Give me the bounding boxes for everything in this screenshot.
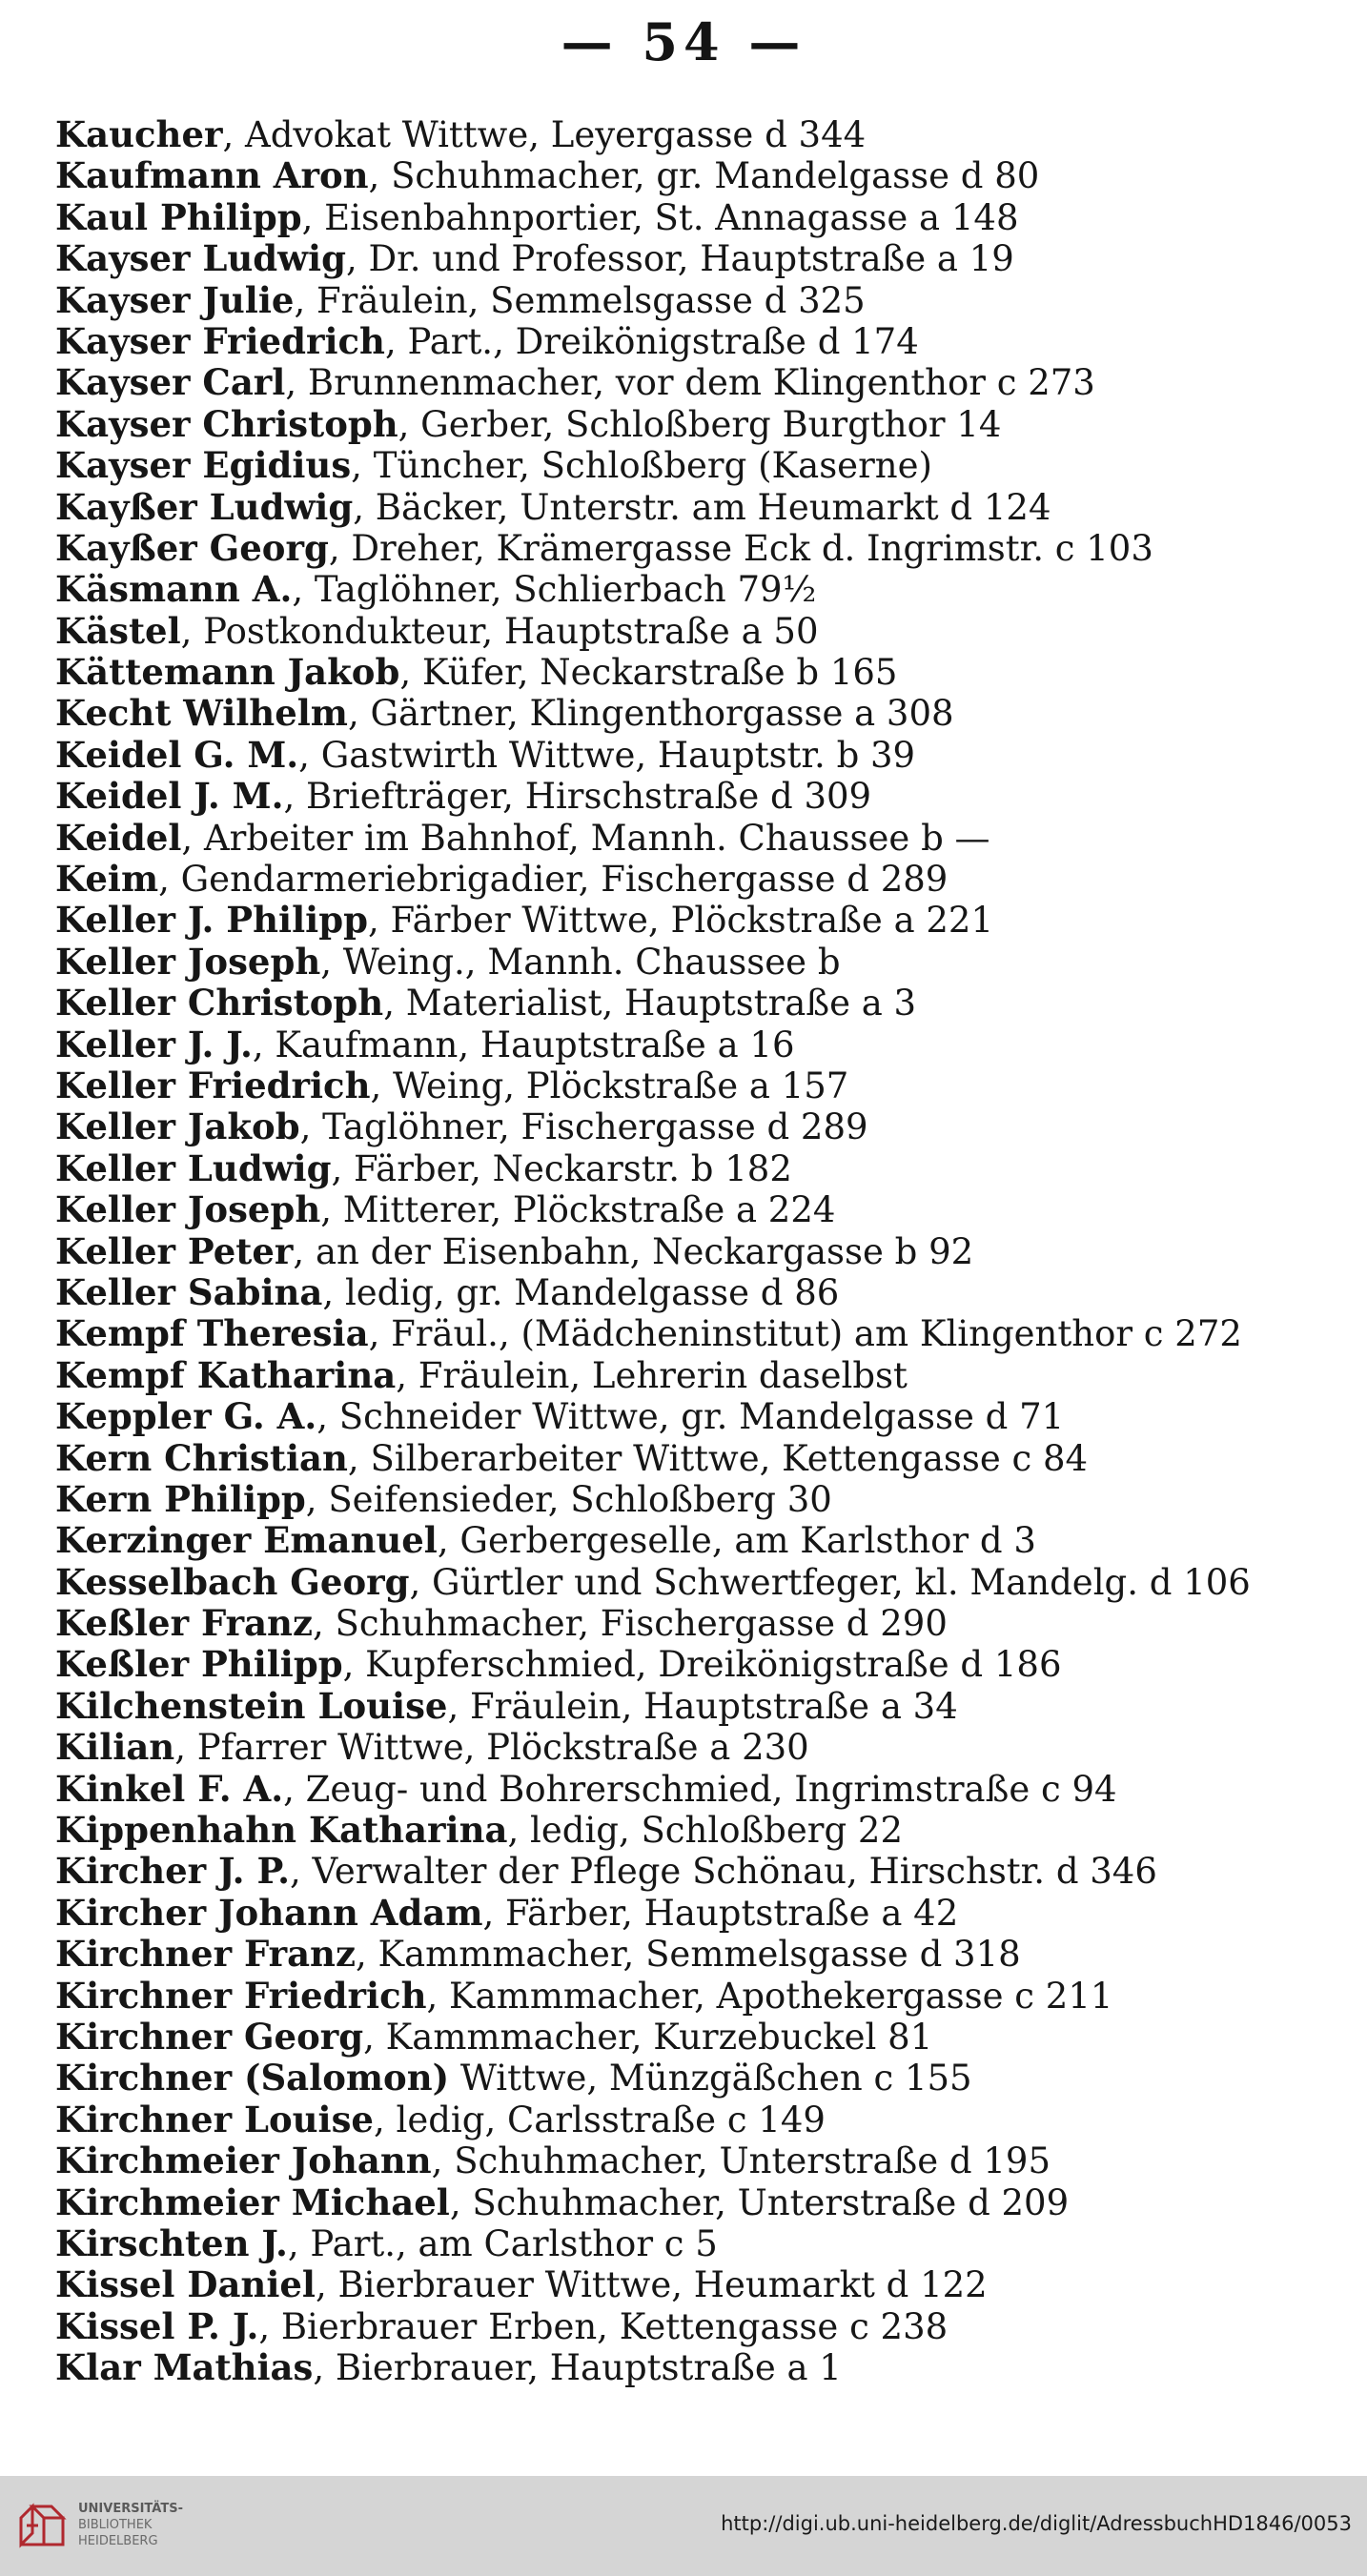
directory-entry [55, 942, 1323, 983]
entry-details: , Arbeiter im Bahnhof, Mannh. Chaussee b — [181, 817, 990, 859]
entry-name: Keidel G. M. [55, 734, 299, 776]
directory-entry [55, 280, 1323, 321]
entry-details: , Briefträger, Hirschstraße d 309 [283, 776, 872, 818]
directory-entry [55, 1769, 1323, 1810]
entry-details: , Kaufmann, Hauptstraße a 16 [252, 1024, 795, 1065]
directory-entry [55, 1272, 1323, 1313]
directory-entry [55, 114, 1323, 155]
entry-name: Kern Christian [55, 1437, 348, 1479]
entry-name: Kempf Katharina [55, 1354, 397, 1396]
entry-name: Keller J. Philipp [55, 900, 368, 942]
directory-entry [55, 197, 1323, 238]
source-url-link[interactable]: http://digi.ub.uni-heidelberg.de/diglit/AdressbuchHD1846/0053 [721, 2512, 1352, 2535]
entry-details: , an der Eisenbahn, Neckargasse b 92 [293, 1230, 974, 1272]
directory-entry [55, 1934, 1323, 1975]
entry-details: , ledig, Schloßberg 22 [507, 1810, 903, 1852]
library-footer [0, 2476, 1367, 2576]
directory-entry [55, 1024, 1323, 1065]
entry-details: , Kammmacher, Kurzebuckel 81 [363, 2016, 933, 2058]
directory-entry [55, 321, 1323, 362]
entry-name: Keppler G. A. [55, 1396, 317, 1438]
directory-entry [55, 818, 1323, 859]
entry-details: , Fräulein, Lehrerin daselbst [396, 1354, 908, 1396]
entry-details: , Küfer, Neckarstraße b 165 [399, 652, 898, 694]
entry-name: Keßler Franz [55, 1603, 313, 1645]
directory-entry [55, 445, 1323, 486]
directory-entry [55, 2058, 1323, 2099]
entry-details: , Taglöhner, Schlierbach 79½ [292, 569, 817, 611]
entry-details: , Zeug- und Bohrerschmied, Ingrimstraße c 94 [283, 1768, 1117, 1810]
directory-entry [55, 1851, 1323, 1892]
entry-name: Keller Christoph [55, 983, 384, 1024]
entry-details: , Gendarmeriebrigadier, Fischergasse d 289 [158, 859, 949, 901]
entry-name: Kempf Theresia [55, 1313, 369, 1355]
entry-name: Kirchner Georg [55, 2016, 364, 2058]
entry-name: Kissel Daniel [55, 2264, 316, 2306]
entry-name: Kerzinger Emanuel [55, 1520, 438, 1562]
entry-name: Kirchner Friedrich [55, 1975, 427, 2017]
entry-name: Kirschten J. [55, 2222, 288, 2264]
directory-entry [55, 2182, 1323, 2223]
directory-entry [55, 2017, 1323, 2058]
directory-entry [55, 693, 1323, 734]
entry-details: , Färber, Hauptstraße a 42 [482, 1892, 959, 1934]
directory-entry [55, 1644, 1323, 1685]
entry-name: Kesselbach Georg [55, 1561, 410, 1603]
entry-details: , Verwalter der Pflege Schönau, Hirschstr. d 346 [290, 1851, 1157, 1893]
directory-entry [55, 983, 1323, 1024]
directory-entry [55, 1438, 1323, 1479]
entry-details: , Kupferschmied, Dreikönigstraße d 186 [342, 1644, 1062, 1686]
entry-details: , Bierbrauer, Hauptstraße a 1 [313, 2347, 842, 2389]
directory-entry [55, 1810, 1323, 1851]
entry-name: Keim [55, 859, 159, 901]
page-number: — 54 — [561, 11, 806, 72]
directory-entry [55, 2099, 1323, 2140]
entry-details: , Färber Wittwe, Plöckstraße a 221 [367, 900, 994, 942]
entry-name: Kättemann Jakob [55, 652, 400, 694]
directory-entry [55, 155, 1323, 196]
directory-entry [55, 238, 1323, 279]
directory-entry [55, 900, 1323, 941]
entry-name: Keller Jakob [55, 1106, 300, 1148]
university-library-logo-icon [13, 2497, 71, 2554]
directory-entry [55, 487, 1323, 528]
entry-details: , Materialist, Hauptstraße a 3 [383, 983, 917, 1024]
entry-name: Kaul Philipp [55, 196, 302, 238]
directory-entry [55, 611, 1323, 652]
entry-name: Kayser Egidius [55, 445, 352, 487]
library-name-line2: BIBLIOTHEK [78, 2518, 153, 2532]
entry-name: Kirchmeier Johann [55, 2140, 432, 2182]
directory-entry [55, 1355, 1323, 1396]
entry-name: Kirchner (Salomon) [55, 2058, 450, 2099]
directory-entry [55, 1727, 1323, 1768]
entry-name: Kirchner Louise [55, 2099, 374, 2140]
entry-details: , Gastwirth Wittwe, Hauptstr. b 39 [298, 734, 916, 776]
entry-details: , Part., Dreikönigstraße d 174 [384, 320, 919, 362]
directory-entry [55, 1065, 1323, 1106]
entry-name: Kayser Ludwig [55, 238, 346, 280]
directory-entry [55, 1520, 1323, 1561]
entry-details: , Kammmacher, Apothekergasse c 211 [426, 1975, 1113, 2017]
entry-name: Keidel [55, 817, 182, 859]
directory-entry [55, 1562, 1323, 1603]
directory-entry [55, 528, 1323, 569]
library-name-line3: HEIDELBERG [78, 2534, 158, 2548]
entry-details: , Mitterer, Plöckstraße a 224 [320, 1189, 836, 1231]
entry-details: , Fräulein, Hauptstraße a 34 [447, 1685, 958, 1727]
directory-entry [55, 1976, 1323, 2017]
entry-details: , Advokat Wittwe, Leyergasse d 344 [222, 114, 867, 155]
entry-details: , Part., am Carlsthor c 5 [287, 2222, 718, 2264]
directory-entry [55, 1479, 1323, 1520]
entry-name: Käsmann A. [55, 569, 293, 611]
entry-details: , Schuhmacher, Fischergasse d 290 [312, 1603, 948, 1645]
directory-entry [55, 362, 1323, 403]
entry-name: Kilian [55, 1727, 175, 1769]
entry-details: , Bierbrauer Erben, Kettengasse c 238 [258, 2305, 949, 2347]
directory-entry [55, 1893, 1323, 1934]
entry-details: , Bäcker, Unterstr. am Heumarkt d 124 [353, 486, 1051, 528]
entry-name: Klar Mathias [55, 2347, 314, 2389]
entry-name: Kircher J. P. [55, 1851, 291, 1893]
directory-entry [55, 735, 1323, 776]
entry-name: Kaufmann Aron [55, 155, 369, 197]
entry-details: , Dr. und Professor, Hauptstraße a 19 [345, 238, 1014, 280]
entry-details: , Weing., Mannh. Chaussee b [320, 941, 841, 983]
entry-details: , Tüncher, Schloßberg (Kaserne) [351, 445, 932, 487]
entry-details: , Gärtner, Klingenthorgasse a 308 [347, 693, 954, 735]
directory-entry [55, 2264, 1323, 2305]
directory-entry [55, 1106, 1323, 1147]
entry-details: , Taglöhner, Fischergasse d 289 [299, 1106, 868, 1148]
directory-entry [55, 2223, 1323, 2264]
directory-entry [55, 2347, 1323, 2388]
entry-details: , Postkondukteur, Hauptstraße a 50 [180, 610, 819, 652]
entry-name: Kayser Carl [55, 362, 286, 404]
directory-entry [55, 2140, 1323, 2181]
entry-details: , Schuhmacher, Unterstraße d 195 [431, 2140, 1051, 2182]
directory-entry [55, 1396, 1323, 1437]
directory-entry [55, 859, 1323, 900]
entry-name: Keller Joseph [55, 941, 321, 983]
entry-name: Keller Friedrich [55, 1065, 371, 1106]
directory-entries [55, 114, 1323, 2388]
entry-details: , Schuhmacher, gr. Mandelgasse d 80 [368, 155, 1040, 197]
entry-details: , Fräul., (Mädcheninstitut) am Klingenthor c 272 [368, 1313, 1242, 1355]
entry-name: Keller Ludwig [55, 1147, 332, 1189]
library-name [78, 2501, 183, 2549]
entry-details: , Gerbergeselle, am Karlsthor d 3 [437, 1520, 1036, 1562]
directory-entry [55, 1313, 1323, 1354]
entry-name: Kinkel F. A. [55, 1768, 284, 1810]
entry-name: Keller J. J. [55, 1024, 253, 1065]
entry-name: Kayser Julie [55, 279, 295, 321]
entry-name: Kissel P. J. [55, 2305, 259, 2347]
entry-details: , Weing, Plöckstraße a 157 [370, 1065, 849, 1106]
entry-details: , Schuhmacher, Unterstraße d 209 [449, 2181, 1070, 2223]
entry-details: , Seifensieder, Schloßberg 30 [305, 1478, 832, 1520]
directory-entry [55, 2306, 1323, 2347]
entry-name: Keßler Philipp [55, 1644, 343, 1686]
directory-entry [55, 569, 1323, 610]
entry-details: , Silberarbeiter Wittwe, Kettengasse c 84 [347, 1437, 1089, 1479]
entry-details: , Eisenbahnportier, St. Annagasse a 148 [301, 196, 1019, 238]
entry-name: Kaucher [55, 114, 223, 155]
directory-entry [55, 776, 1323, 817]
entry-details: , Dreher, Krämergasse Eck d. Ingrimstr. c 103 [328, 527, 1153, 569]
entry-details: , Schneider Wittwe, gr. Mandelgasse d 71 [316, 1396, 1065, 1438]
entry-name: Kern Philipp [55, 1478, 306, 1520]
entry-name: Keller Joseph [55, 1189, 321, 1231]
directory-entry [55, 1603, 1323, 1644]
entry-details: , Brunnenmacher, vor dem Klingenthor c 273 [285, 362, 1095, 404]
entry-name: Kästel [55, 610, 181, 652]
directory-entry [55, 1686, 1323, 1727]
entry-name: Kilchenstein Louise [55, 1685, 448, 1727]
entry-name: Kayser Friedrich [55, 320, 385, 362]
entry-name: Kayßer Georg [55, 527, 329, 569]
entry-name: Keidel J. M. [55, 776, 284, 818]
entry-details: , Fräulein, Semmelsgasse d 325 [294, 279, 866, 321]
entry-name: Kirchmeier Michael [55, 2181, 450, 2223]
directory-entry [55, 1231, 1323, 1272]
library-name-line1: UNIVERSITÄTS- [78, 2502, 183, 2516]
entry-name: Kippenhahn Katharina [55, 1810, 508, 1852]
entry-details: , ledig, gr. Mandelgasse d 86 [322, 1271, 840, 1313]
entry-details: Wittwe, Münzgäßchen c 155 [449, 2058, 972, 2099]
directory-entry [55, 1148, 1323, 1189]
entry-name: Kayser Christoph [55, 403, 398, 445]
entry-name: Kirchner Franz [55, 1934, 356, 1976]
entry-name: Kircher Johann Adam [55, 1892, 483, 1934]
directory-entry [55, 652, 1323, 693]
directory-entry [55, 1189, 1323, 1230]
entry-name: Keller Sabina [55, 1271, 323, 1313]
entry-details: , Bierbrauer Wittwe, Heumarkt d 122 [315, 2264, 988, 2306]
entry-details: , Färber, Neckarstr. b 182 [331, 1147, 792, 1189]
entry-details: , Gürtler und Schwertfeger, kl. Mandelg. d 106 [409, 1561, 1251, 1603]
directory-entry [55, 404, 1323, 445]
entry-name: Keller Peter [55, 1230, 294, 1272]
entry-details: , Pfarrer Wittwe, Plöckstraße a 230 [174, 1727, 809, 1769]
entry-details: , Kammmacher, Semmelsgasse d 318 [355, 1934, 1021, 1976]
entry-name: Kecht Wilhelm [55, 693, 348, 735]
entry-name: Kayßer Ludwig [55, 486, 354, 528]
entry-details: , ledig, Carlsstraße c 149 [373, 2099, 826, 2140]
entry-details: , Gerber, Schloßberg Burgthor 14 [398, 403, 1002, 445]
